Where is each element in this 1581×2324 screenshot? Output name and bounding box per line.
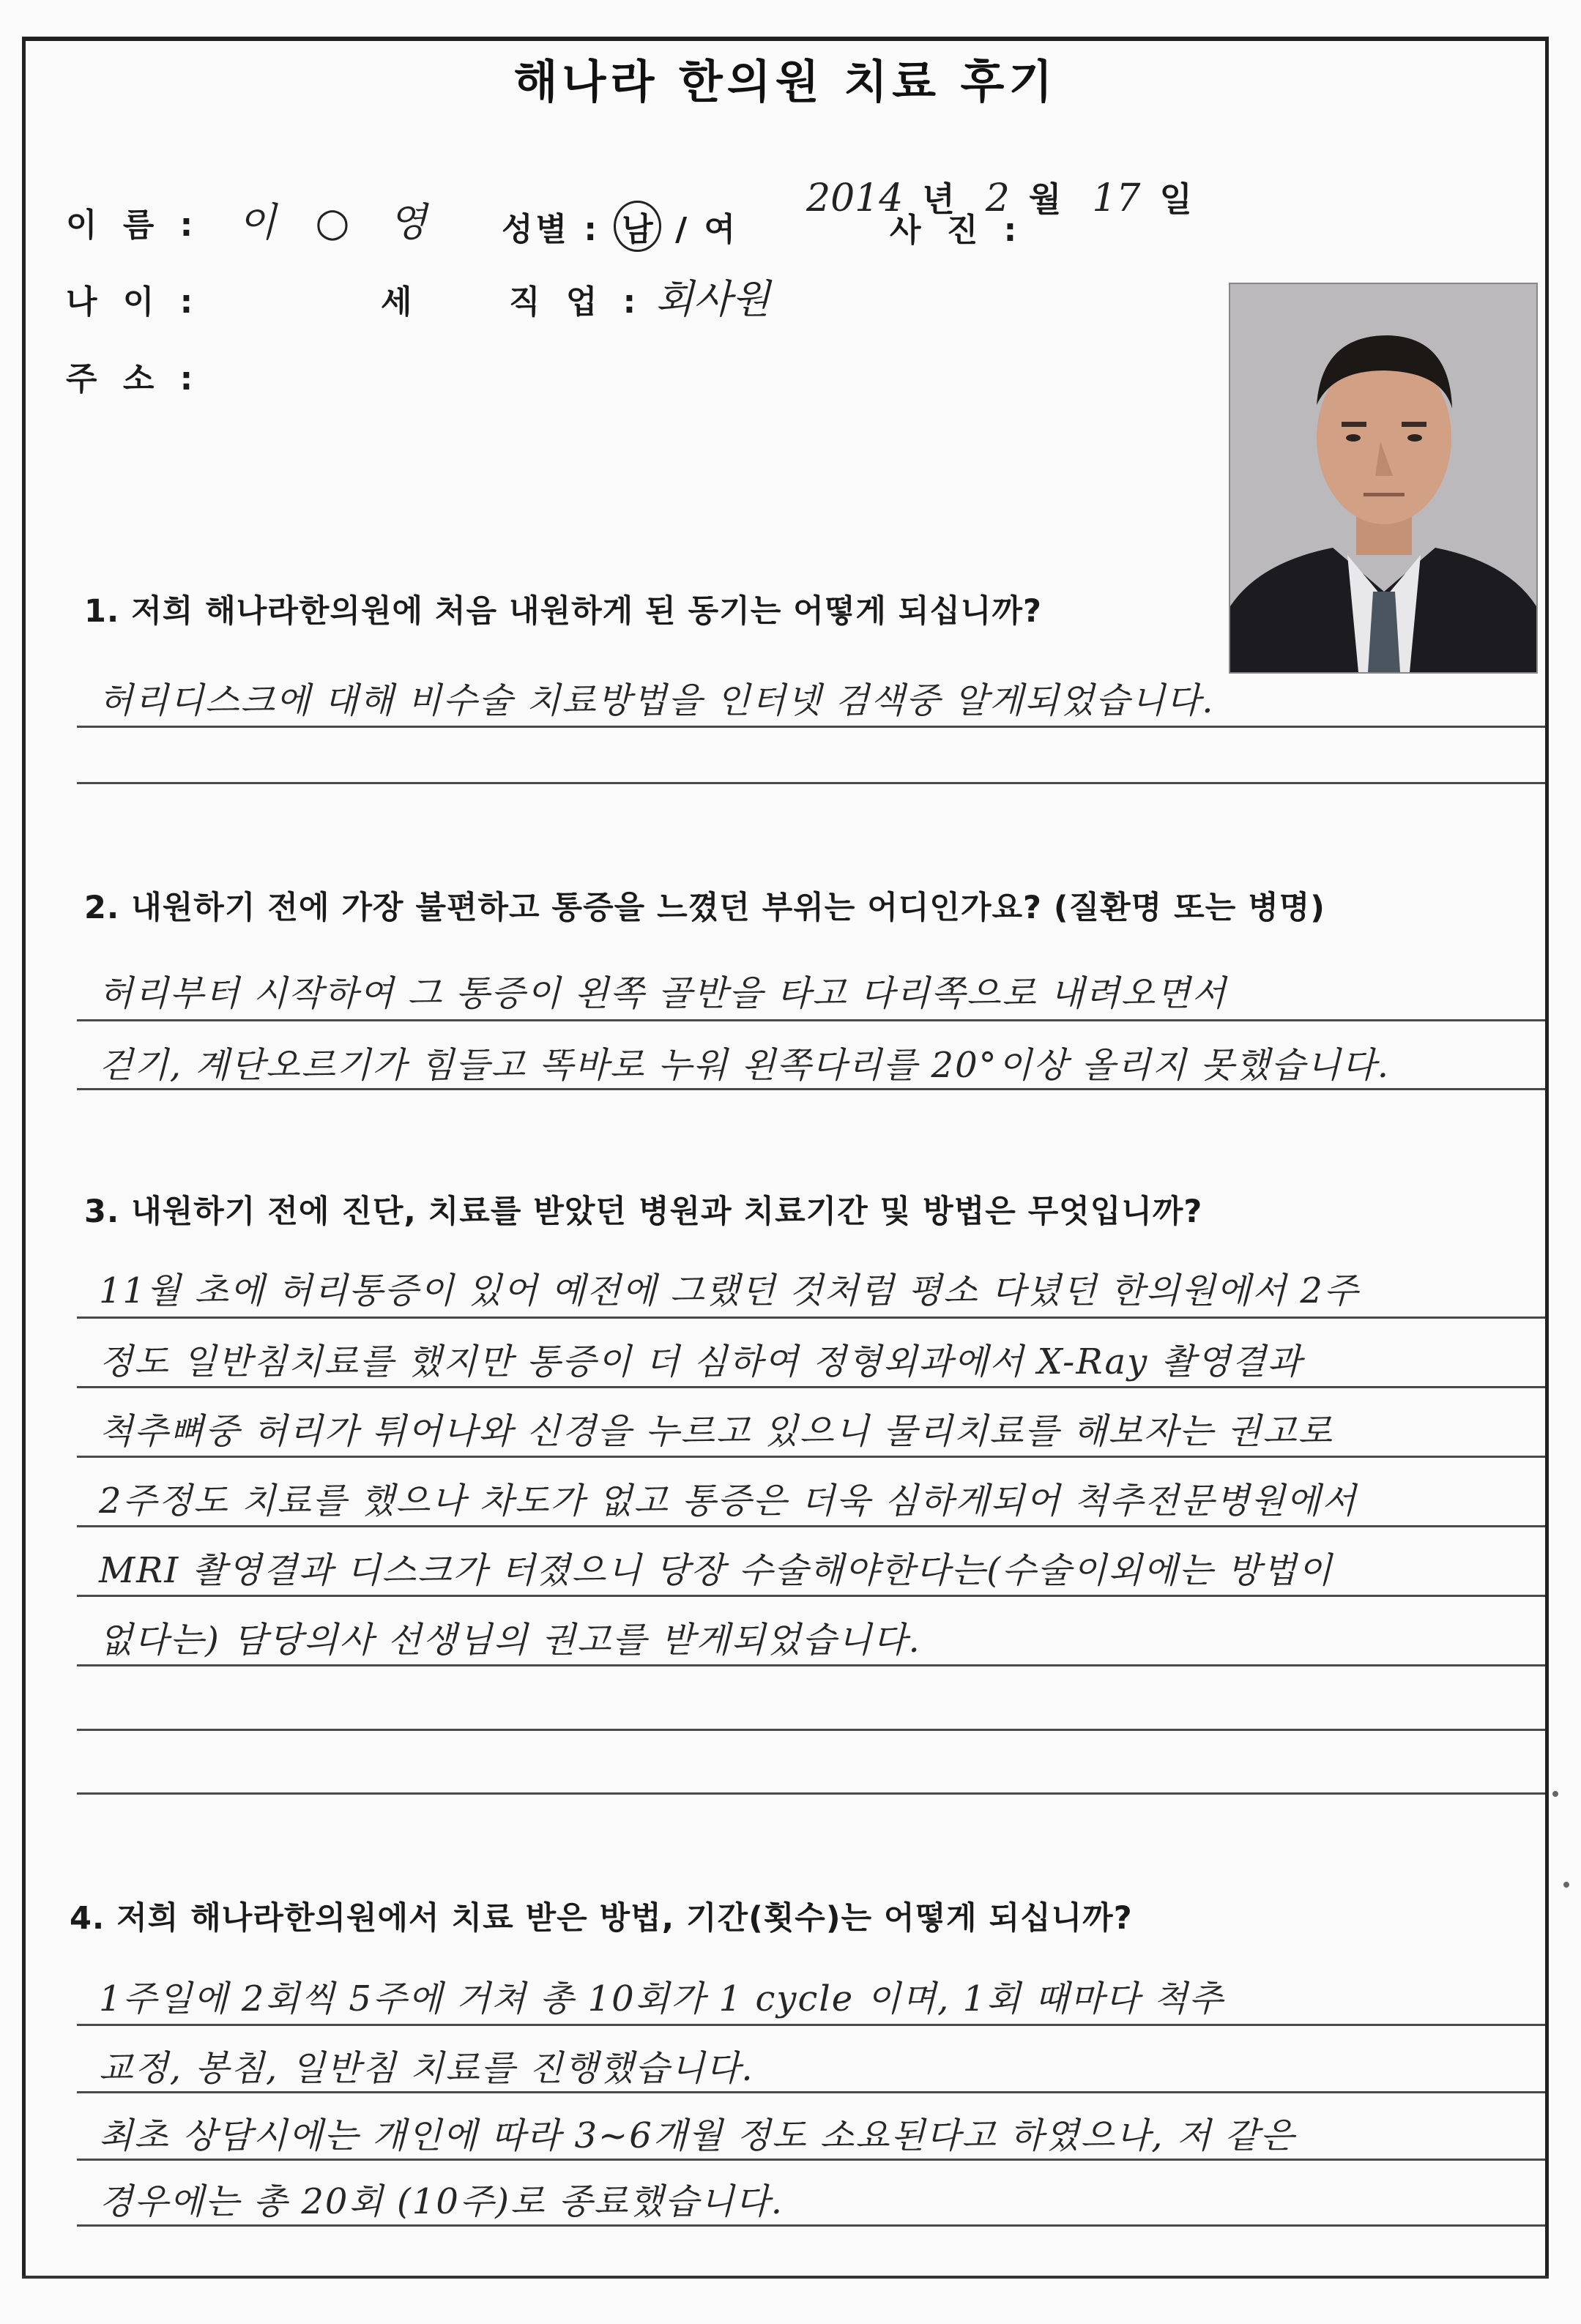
- gender-separator: /: [675, 211, 691, 248]
- answer-rule: [77, 2024, 1545, 2026]
- answer-4-line-4: 경우에는 총 20회 (10주)로 종료했습니다.: [99, 2181, 784, 2222]
- scan-speck: [1563, 1882, 1569, 1888]
- gender-field: [502, 201, 738, 252]
- name-label: 이 름 :: [66, 206, 201, 244]
- date-month-unit: 월: [1028, 179, 1062, 219]
- name-value: 이 ○ 영: [238, 199, 440, 245]
- page-bottom-border: [22, 2276, 1549, 2279]
- date-day-unit: 일: [1159, 179, 1192, 219]
- question-2: 2. 내원하기 전에 가장 불편하고 통증을 느꼈던 부위는 어디인가요? (질환명 또는 병명): [84, 890, 1325, 926]
- answer-3-line-1: 11월 초에 허리통증이 있어 예전에 그랬던 것처럼 평소 다녔던 한의원에서 2주: [99, 1270, 1360, 1311]
- age-unit: 세: [381, 283, 420, 321]
- age-label: 나 이 :: [66, 283, 201, 321]
- answer-3-line-4: 2주정도 치료를 했으나 차도가 없고 통증은 더욱 심하게되어 척추전문병원에서: [99, 1481, 1358, 1522]
- answer-rule: [77, 1664, 1545, 1666]
- question-4: 4. 저희 해나라한의원에서 치료 받은 방법, 기간(횟수)는 어떻게 되십니까?: [70, 1900, 1133, 1937]
- answer-rule: [77, 1456, 1545, 1458]
- answer-rule: [77, 1525, 1545, 1527]
- answer-rule: [77, 1088, 1545, 1090]
- answer-rule: [77, 726, 1545, 728]
- answer-rule: [77, 1595, 1545, 1597]
- photo-label: 사 진 :: [890, 212, 1024, 249]
- answer-4-line-1: 1주일에 2회씩 5주에 거쳐 총 10회가 1 cycle 이며, 1회 때마다 척추: [99, 1978, 1224, 2019]
- portrait-photo: [1229, 283, 1538, 674]
- portrait-image: [1230, 284, 1536, 672]
- job-value: 회사원: [655, 276, 770, 322]
- answer-rule: [77, 782, 1545, 784]
- answer-2-line-2: 걷기, 계단오르기가 힘들고 똑바로 누워 왼쪽다리를 20°이상 올리지 못했습니다.: [99, 1045, 1391, 1086]
- answer-3-line-2: 정도 일반침치료를 했지만 통증이 더 심하여 정형외과에서 X-Ray 촬영결과: [99, 1341, 1303, 1382]
- job-label: 직 업 :: [509, 283, 644, 321]
- question-1: 1. 저희 해나라한의원에 처음 내원하게 된 동기는 어떻게 되십니까?: [84, 593, 1042, 630]
- gender-male-circled: 남: [614, 201, 661, 252]
- answer-3-line-6: 없다는) 담당의사 선생님의 권고를 받게되었습니다.: [99, 1620, 921, 1661]
- gender-female: 여: [704, 211, 739, 248]
- question-3: 3. 내원하기 전에 진단, 치료를 받았던 병원과 치료기간 및 방법은 무엇입니까?: [84, 1193, 1203, 1230]
- answer-rule: [77, 1729, 1545, 1731]
- date-year: 2014: [806, 176, 904, 220]
- answer-rule: [77, 2224, 1545, 2227]
- address-label: 주 소 :: [66, 360, 201, 398]
- form-title: 해나라 한의원 치료 후기: [513, 55, 1057, 108]
- answer-4-line-2: 교정, 봉침, 일반침 치료를 진행했습니다.: [99, 2048, 754, 2089]
- answer-rule: [77, 1792, 1545, 1795]
- review-form: [22, 37, 1549, 2277]
- answer-3-line-3: 척추뼈중 허리가 튀어나와 신경을 누르고 있으니 물리치료를 해보자는 권고로: [99, 1411, 1333, 1452]
- answer-rule: [77, 1019, 1545, 1021]
- answer-3-line-5: MRI 촬영결과 디스크가 터졌으니 당장 수술해야한다는(수술이외에는 방법이: [99, 1550, 1333, 1591]
- answer-rule: [77, 2159, 1545, 2161]
- date-day: 17: [1092, 176, 1141, 220]
- scan-speck: [1552, 1791, 1558, 1797]
- answer-rule: [77, 1316, 1545, 1319]
- date-year-unit: 년: [922, 179, 955, 219]
- gender-label: 성별 :: [502, 211, 600, 248]
- answer-2-line-1: 허리부터 시작하여 그 통증이 왼쪽 골반을 타고 다리쪽으로 내려오면서: [99, 973, 1227, 1014]
- date-month: 2: [985, 176, 1010, 220]
- answer-rule: [77, 1386, 1545, 1388]
- answer-rule: [77, 2091, 1545, 2093]
- answer-4-line-3: 최초 상담시에는 개인에 따라 3~6개월 정도 소요된다고 하였으나, 저 같은: [99, 2115, 1296, 2156]
- answer-1-line-1: 허리디스크에 대해 비수술 치료방법을 인터넷 검색중 알게되었습니다.: [99, 680, 1215, 721]
